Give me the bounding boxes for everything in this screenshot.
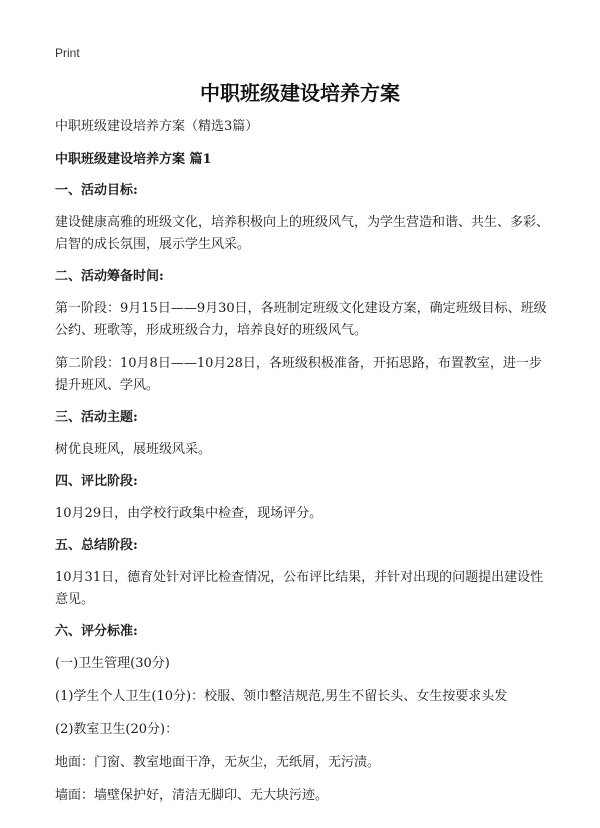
document-subtitle: 中职班级建设培养方案（精选3篇）: [55, 119, 259, 134]
document-body: [55, 117, 550, 818]
document-title: 中职班级建设培养方案: [200, 81, 400, 105]
paragraph-phase-one: 第一阶段：9月15日——9月30日，各班制定班级文化建设方案，确定班级目标、班级公约、班歌等，形成班级合力，培养良好的班级风气。: [55, 301, 547, 338]
paragraph-wall: 墙面：墙壁保护好，清洁无脚印、无大块污迹。: [55, 788, 329, 803]
print-label[interactable]: Print: [55, 46, 80, 60]
section-heading-prep-time: 二、活动筹备时间:: [55, 269, 164, 284]
paragraph-personal-hygiene: (1)学生个人卫生(10分)：校服、领巾整洁规范,男生不留长头、女生按要求头发: [55, 689, 508, 704]
section-heading-goals: 一、活动目标:: [55, 183, 138, 198]
paragraph-classroom-hygiene: (2)教室卫生(20分)：: [55, 722, 179, 737]
paragraph-floor: 地面：门窗、教室地面干净，无灰尘，无纸屑，无污渍。: [55, 755, 381, 770]
paragraph-summary: 10月31日，德育处针对评比检查情况，公布评比结果，并针对出现的问题提出建设性意见。: [55, 570, 544, 607]
paragraph-phase-two: 第二阶段：10月8日——10月28日，各班级积极准备，开拓思路，布置教室，进一步提升班风、学风。: [55, 356, 542, 393]
article-heading: 中职班级建设培养方案 篇1: [55, 152, 212, 167]
paragraph-hygiene-management: (一)卫生管理(30分): [55, 656, 170, 671]
paragraph-evaluation: 10月29日，由学校行政集中检查，现场评分。: [55, 506, 323, 521]
section-heading-evaluation: 四、评比阶段:: [55, 474, 138, 489]
paragraph-goals: 建设健康高雅的班级文化，培养积极向上的班级风气，为学生营造和谐、共生、多彩、启智的成长氛围，展示学生风采。: [55, 215, 550, 252]
paragraph-theme: 树优良班风，展班级风采。: [55, 442, 212, 457]
section-heading-summary: 五、总结阶段:: [55, 538, 138, 553]
section-heading-theme: 三、活动主题:: [55, 410, 138, 425]
section-heading-scoring: 六、评分标准:: [55, 624, 138, 639]
